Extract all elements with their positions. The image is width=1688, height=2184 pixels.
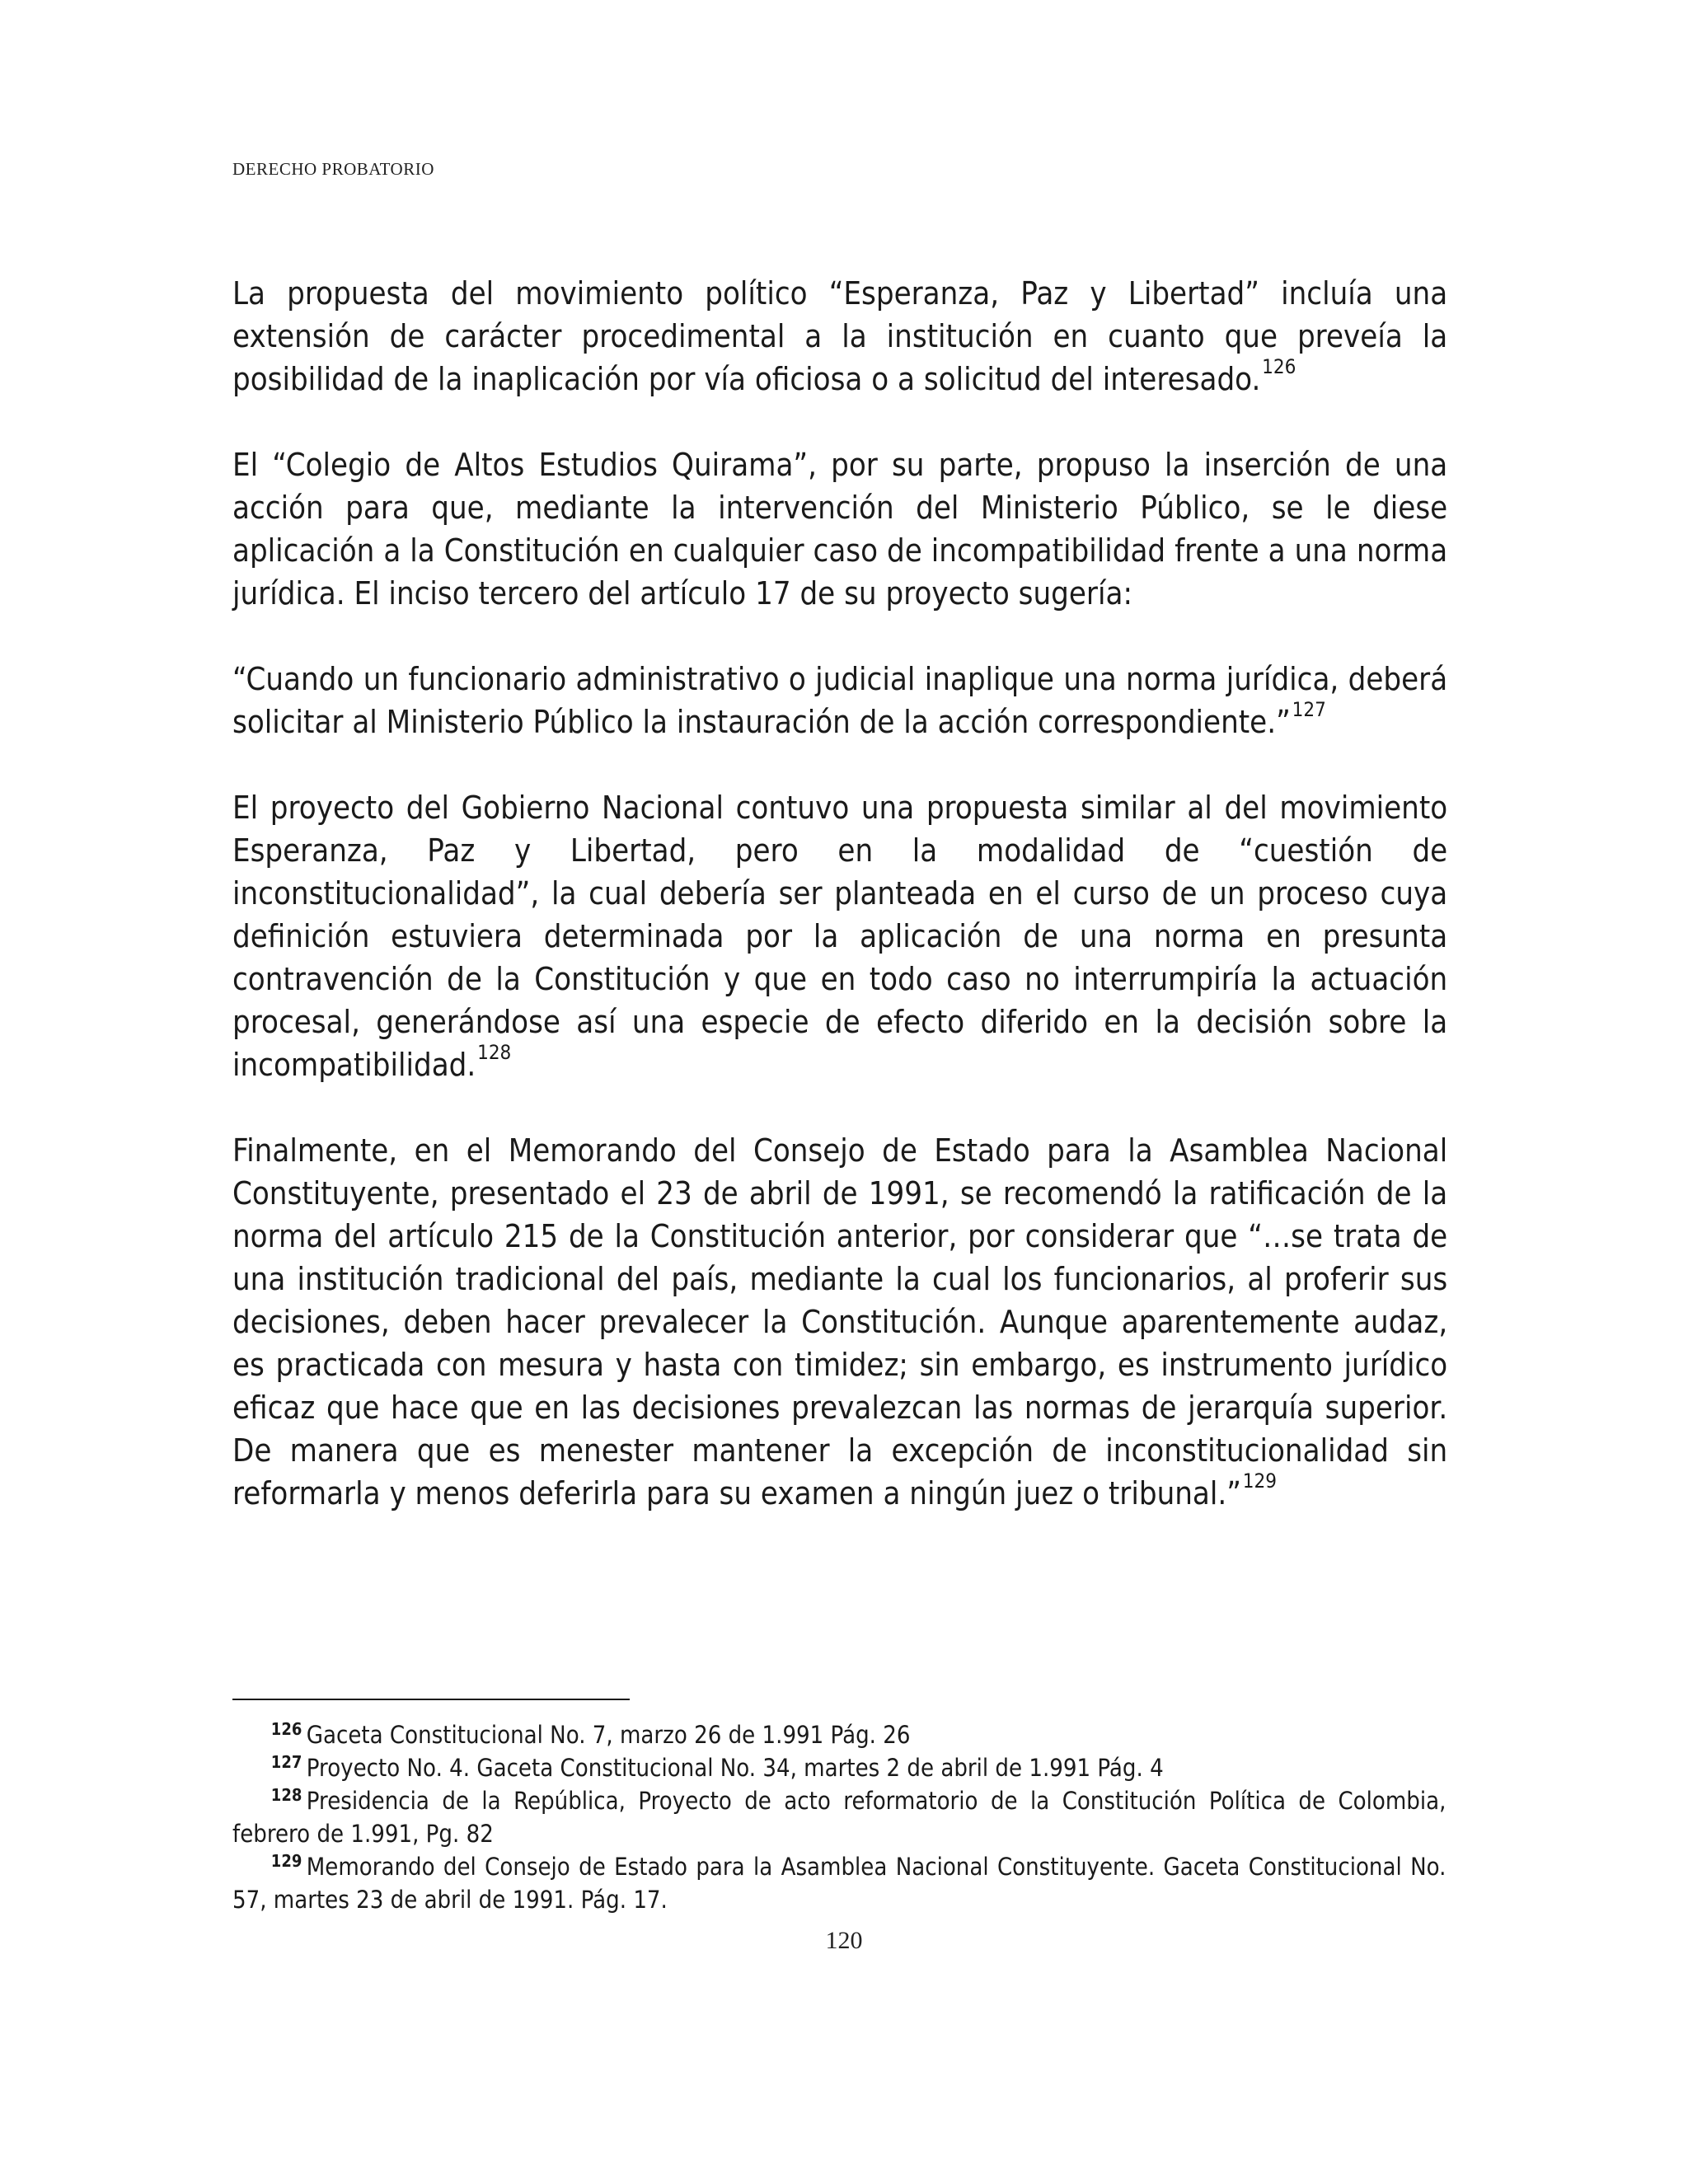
running-header: DERECHO PROBATORIO — [232, 159, 434, 179]
page-number: 120 — [825, 1927, 863, 1954]
footnote-reference: 129 — [1242, 1469, 1278, 1493]
footnote-reference: 128 — [477, 1041, 512, 1064]
footnote-divider — [232, 1699, 630, 1700]
footnote-number: 128 — [270, 1785, 302, 1805]
paragraph-text: El proyecto del Gobierno Nacional contuvo una propuesta similar al del movimiento Esperanza, Paz y Libertad, pero en la modalidad de “cuestión de inconstitucionalidad”, la cual debería ser planteada en el curso de un proceso cuya definición estuviera determinada por la aplicación de una norma en presunta contravención de la Constitución y que en todo caso no interrumpiría la actuación procesal, generándose así una especie de efecto diferido en la decisión sobre la incompatibilidad. — [232, 790, 1448, 1083]
footnote — [232, 1718, 1446, 1751]
paragraph-text: La propuesta del movimiento político “Esperanza, Paz y Libertad” incluía una extensión de carácter procedimental a la institución en cuanto que preveía la posibilidad de la inaplicación por vía oficiosa o a solicitud del interesado. — [232, 275, 1448, 397]
paragraph-text: “Cuando un funcionario administrativo o judicial inaplique una norma jurídica, deberá solicitar al Ministerio Público la instauración de la acción correspondiente.” — [232, 661, 1448, 740]
paragraph — [232, 786, 1447, 1086]
footnote-number: 126 — [270, 1719, 302, 1739]
footnote-reference: 127 — [1292, 698, 1326, 721]
body-text — [232, 272, 1447, 1515]
paragraph — [232, 272, 1447, 401]
footnote-text: Memorando del Consejo de Estado para la Asamblea Nacional Constituyente. Gaceta Constitucional No. 57, martes 23 de abril de 1991. Pág. 17. — [232, 1853, 1447, 1914]
paragraph-text: El “Colegio de Altos Estudios Quirama”, por su parte, propuso la inserción de una acción para que, mediante la intervención del Ministerio Público, se le diese aplicación a la Constitución en cualquier caso de incompatibilidad frente a una norma jurídica. El inciso tercero del artículo 17 de su proyecto sugería: — [232, 447, 1448, 612]
paragraph-text: Finalmente, en el Memorando del Consejo de Estado para la Asamblea Nacional Constituyente, presentado el 23 de abril de 1991, se recomendó la ratificación de la norma del artículo 215 de la Constitución anterior, por considerar que “…se trata de una institución tradicional del país, mediante la cual los funcionarios, al proferir sus decisiones, deben hacer prevalecer la Constitución. Aunque aparentemente audaz, es practicada con mesura y hasta con timidez; sin embargo, es instrumento jurídico eficaz que hace que en las decisiones prevalezcan las normas de jerarquía superior. De manera que es menester mantener la excepción de inconstitucionalidad sin reformarla y menos deferirla para su examen a ningún juez o tribunal.” — [232, 1132, 1448, 1511]
footnotes — [232, 1718, 1446, 1916]
footnote-text: Presidencia de la República, Proyecto de acto reformatorio de la Constitución Política de Colombia, febrero de 1.991, Pg. 82 — [232, 1787, 1447, 1848]
footnote-text: Gaceta Constitucional No. 7, marzo 26 de 1.991 Pág. 26 — [306, 1721, 911, 1749]
footnote — [232, 1850, 1446, 1916]
footnote-reference: 126 — [1262, 355, 1296, 378]
footnote-text: Proyecto No. 4. Gaceta Constitucional No. 34, martes 2 de abril de 1.991 Pág. 4 — [306, 1754, 1164, 1782]
footnote-number: 127 — [270, 1752, 302, 1772]
paragraph — [232, 1129, 1447, 1515]
footnote-number: 129 — [270, 1851, 302, 1871]
paragraph — [232, 658, 1447, 743]
footnote — [232, 1784, 1446, 1850]
paragraph — [232, 443, 1447, 615]
footnote — [232, 1751, 1446, 1784]
